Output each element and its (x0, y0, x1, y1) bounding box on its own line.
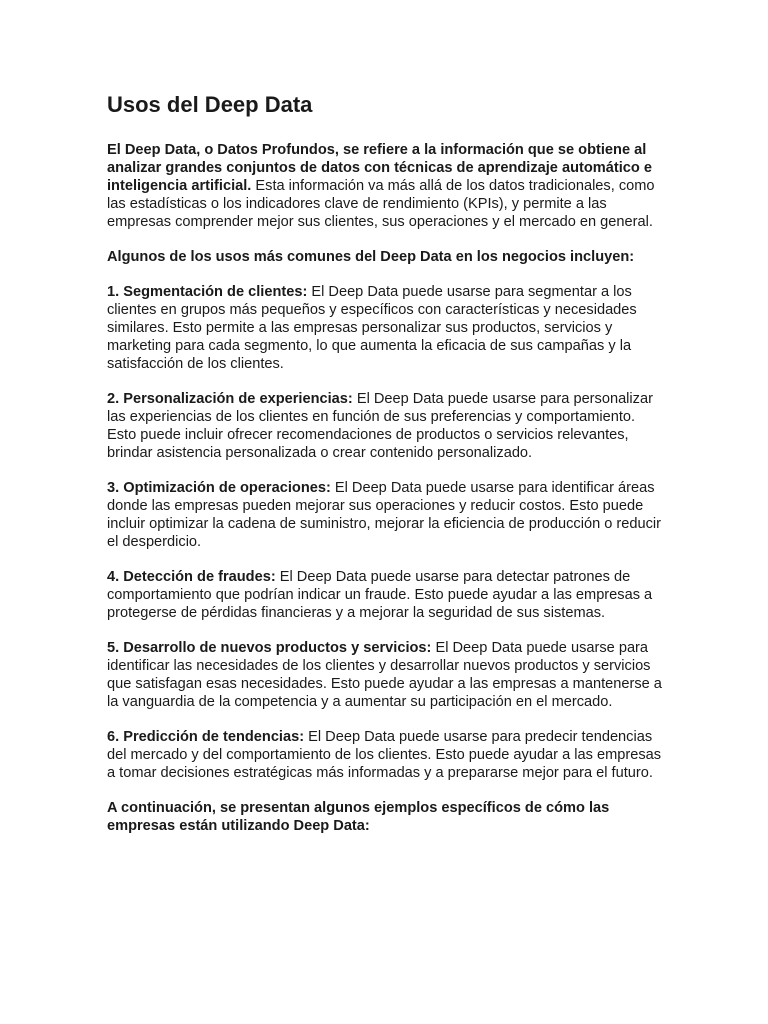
examples-heading (107, 799, 667, 835)
use-item-1 (107, 283, 667, 373)
use-item-text: El Deep Data puede usarse para detectar patrones de comportamiento que podrían indicar un fraude. Esto puede ayudar a las empresas a protegerse de pérdidas financieras y a mejorar la seguridad de sus sistemas. (107, 569, 653, 621)
use-item-6 (107, 728, 667, 782)
use-item-label: 4. Detección de fraudes: (107, 569, 276, 585)
use-item-text: El Deep Data puede usarse para identificar áreas donde las empresas pueden mejorar sus operaciones y reducir costos. Esto puede incluir optimizar la cadena de suministro, mejorar la eficiencia de producción o reducir el desperdicio. (107, 480, 662, 550)
intro-text: Esta información va más allá de los datos tradicionales, como las estadísticas o los indicadores clave de rendimiento (KPIs), y permite a las empresas comprender mejor sus clientes, sus operaciones y el mercado en general. (107, 178, 655, 230)
use-item-label: 2. Personalización de experiencias: (107, 391, 353, 407)
use-item-label: 1. Segmentación de clientes: (107, 284, 308, 300)
uses-heading-text: Algunos de los usos más comunes del Deep Data en los negocios incluyen: (107, 249, 635, 265)
page-title: Usos del Deep Data (107, 92, 313, 117)
use-item-text: El Deep Data puede usarse para personalizar las experiencias de los clientes en función de sus preferencias y comportamiento. Esto puede incluir ofrecer recomendaciones de productos o servicios relevantes, brindar asistencia personalizada o crear contenido personalizado. (107, 391, 653, 461)
use-item-label: 3. Optimización de operaciones: (107, 480, 331, 496)
document-body (107, 90, 667, 852)
use-item-5 (107, 639, 667, 711)
use-item-4 (107, 568, 667, 622)
use-item-text: El Deep Data puede usarse para segmentar a los clientes en grupos más pequeños y específicos con características y necesidades similares. Esto permite a las empresas personalizar sus productos, servicios y marketing para cada segmento, lo que aumenta la eficacia de sus campañas y la satisfacción de los clientes. (107, 284, 637, 372)
use-item-3 (107, 479, 667, 551)
intro-bold-text: El Deep Data, o Datos Profundos, se refiere a la información que se obtiene al analizar grandes conjuntos de datos con técnicas de aprendizaje automático e inteligencia artificial. (107, 142, 652, 194)
use-item-text: El Deep Data puede usarse para predecir tendencias del mercado y del comportamiento de los clientes. Esto puede ayudar a las empresas a tomar decisiones estratégicas más informadas y a prepararse mejor para el futuro. (107, 729, 662, 781)
use-item-text: El Deep Data puede usarse para identificar las necesidades de los clientes y desarrollar nuevos productos y servicios que satisfagan esas necesidades. Esto puede ayudar a las empresas a mantenerse a la vanguardia de la competencia y a aumentar su participación en el mercado. (107, 640, 662, 710)
uses-heading (107, 248, 667, 266)
examples-heading-text: A continuación, se presentan algunos ejemplos específicos de cómo las empresas están utilizando Deep Data: (107, 800, 610, 834)
use-item-label: 5. Desarrollo de nuevos productos y servicios: (107, 640, 432, 656)
intro-paragraph (107, 141, 667, 231)
use-item-label: 6. Predicción de tendencias: (107, 729, 305, 745)
use-item-2 (107, 390, 667, 462)
